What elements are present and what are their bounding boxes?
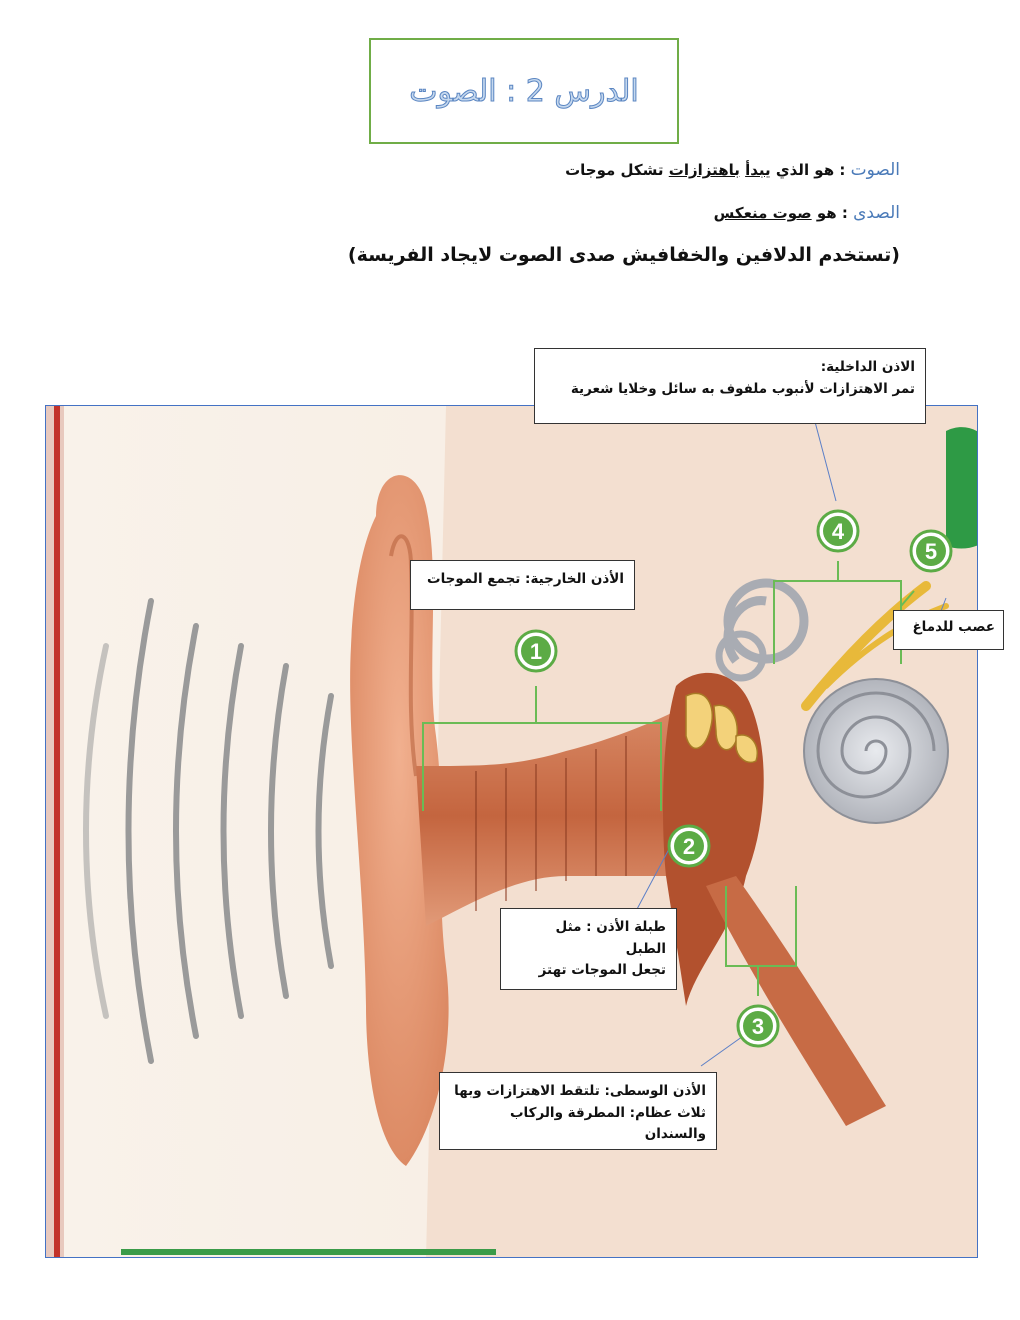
cochlea bbox=[804, 679, 948, 823]
lesson-title: الدرس 2 : الصوت bbox=[409, 73, 639, 109]
callout-inner-ear: الاذن الداخلية: تمر الاهتزازات لأنبوب ملفوف به سائل وخلايا شعرية bbox=[534, 348, 926, 424]
svg-text:3: 3 bbox=[751, 1014, 765, 1039]
svg-text:5: 5 bbox=[924, 539, 938, 564]
callout-eardrum: طبلة الأذن : مثل الطبل تجعل الموجات تهتز bbox=[500, 908, 677, 990]
svg-text:1: 1 bbox=[529, 639, 543, 664]
echo-note: (تستخدم الدلافين والخفافيش صدى الصوت لايجاد الفريسة) bbox=[347, 244, 900, 266]
callout-middle-ear: الأذن الوسطى: تلتقط الاهتزازات وبها ثلاث عظام: المطرقة والركاب والسندان bbox=[439, 1072, 717, 1150]
marker-4 bbox=[818, 511, 858, 551]
svg-text:2: 2 bbox=[682, 834, 696, 859]
brain-region bbox=[946, 427, 978, 548]
lesson-title-box bbox=[369, 38, 679, 144]
marker-3 bbox=[738, 1006, 778, 1046]
left-edge-line bbox=[54, 406, 60, 1258]
bottom-green-bar bbox=[121, 1249, 496, 1255]
term-echo: الصدى bbox=[853, 203, 900, 223]
callout-nerve: عصب للدماغ bbox=[893, 610, 1004, 650]
definition-echo: الصدى : هو صوت منعكس bbox=[713, 203, 900, 223]
marker-2 bbox=[669, 826, 709, 866]
svg-text:4: 4 bbox=[831, 519, 845, 544]
definition-sound: الصوت : هو الذي يبدأ باهتزازات تشكل موجات bbox=[565, 160, 900, 180]
term-sound: الصوت bbox=[850, 160, 900, 180]
marker-1 bbox=[516, 631, 556, 671]
marker-5 bbox=[911, 531, 951, 571]
callout-outer-ear: الأذن الخارجية: تجمع الموجات bbox=[410, 560, 635, 610]
